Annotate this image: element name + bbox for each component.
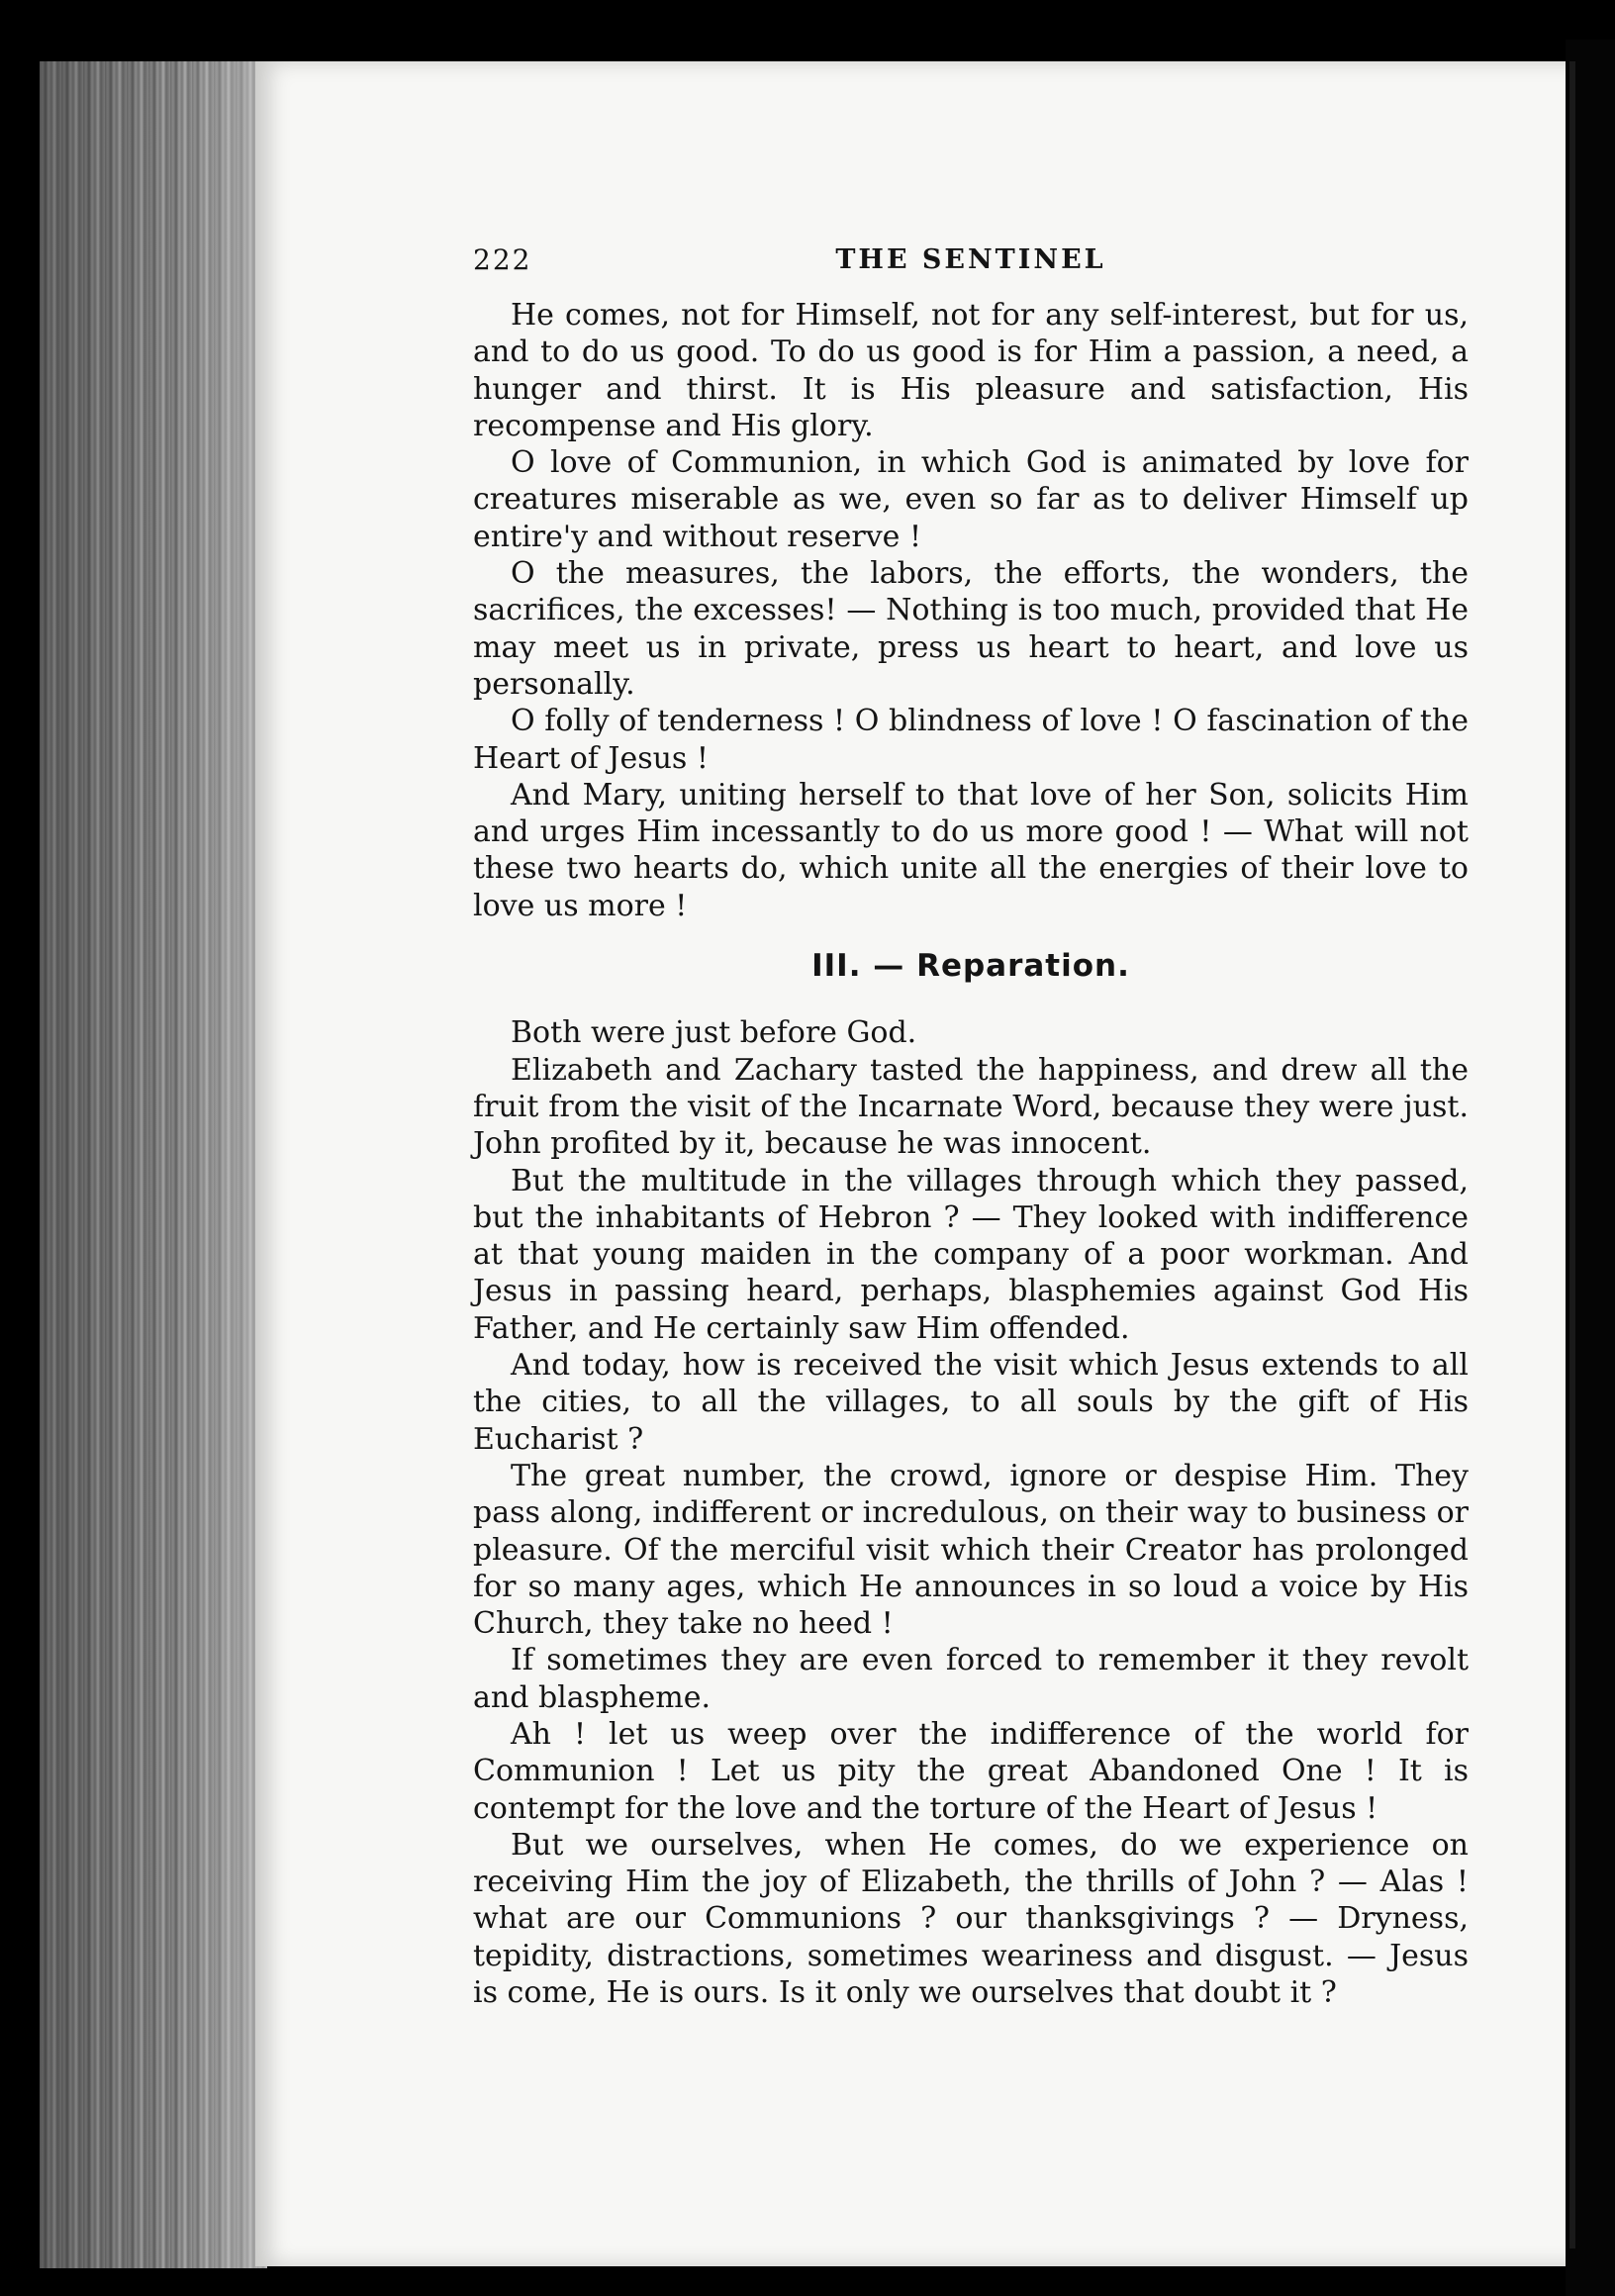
- page-number: 222: [473, 243, 532, 276]
- paragraph: But the multitude in the villages through which they passed, but the inhabitants of Hebron ? — They looked with indifference at that young maiden in the company of a poor workman. And Jesus in passing heard, perhaps, blasphemies against God His Father, and He certainly saw Him offended.: [473, 1163, 1469, 1346]
- paragraph: Ah ! let us weep over the indifference of the world for Communion ! Let us pity the great Abandoned One ! It is contempt for the love and the torture of the Heart of Jesus !: [473, 1716, 1469, 1826]
- page-text-block: [473, 241, 1469, 2011]
- paragraph: O love of Communion, in which God is animated by love for creatures miserable as we, even so far as to deliver Himself up entire'y and without reserve !: [473, 445, 1469, 554]
- paragraph: And today, how is received the visit which Jesus extends to all the cities, to all the villages, to all souls by the gift of His Eucharist ?: [473, 1348, 1469, 1457]
- paragraph: The great number, the crowd, ignore or despise Him. They pass along, indifferent or incredulous, on their way to business or pleasure. Of the merciful visit which their Creator has prolonged for so many ages, which He announces in so loud a voice by His Church, they take no heed !: [473, 1458, 1469, 1642]
- book-page-edges: [40, 61, 267, 2268]
- running-head: [473, 241, 1469, 285]
- paragraph: And Mary, uniting herself to that love of her Son, solicits Him and urges Him incessantly to do us more good ! — What will not these two hearts do, which unite all the energies of their love to love us more !: [473, 777, 1469, 923]
- paragraph: O folly of tenderness ! O blindness of love ! O fascination of the Heart of Jesus !: [473, 704, 1469, 776]
- journal-title: THE SENTINEL: [835, 244, 1106, 275]
- paragraph: But we ourselves, when He comes, do we experience on receiving Him the joy of Elizabeth, the thrills of John ? — Alas ! what are our Communions ? our thanksgivings ? — Dryness, tepidity, distractions, sometimes weariness and disgust. — Jesus is come, He is ours. Is it only we ourselves that doubt it ?: [473, 1827, 1469, 2011]
- paragraph: O the measures, the labors, the efforts, the wonders, the sacrifices, the excesses! — Nothing is too much, provided that He may meet us in private, press us heart to heart, and love us personally.: [473, 556, 1469, 702]
- paragraph: If sometimes they are even forced to remember it they revolt and blaspheme.: [473, 1643, 1469, 1715]
- paragraph: He comes, not for Himself, not for any self-interest, but for us, and to do us good. To do us good is for Him a passion, a need, a hunger and thirst. It is His pleasure and satisfaction, His recompense and His glory.: [473, 298, 1469, 443]
- book-spine-edge: [1569, 61, 1575, 2248]
- paragraph: Both were just before God.: [511, 1015, 917, 1051]
- paragraph: Elizabeth and Zachary tasted the happiness, and drew all the fruit from the visit of the Incarnate Word, because they were just. John profited by it, because he was innocent.: [473, 1052, 1469, 1162]
- section-heading: III. — Reparation.: [811, 948, 1130, 985]
